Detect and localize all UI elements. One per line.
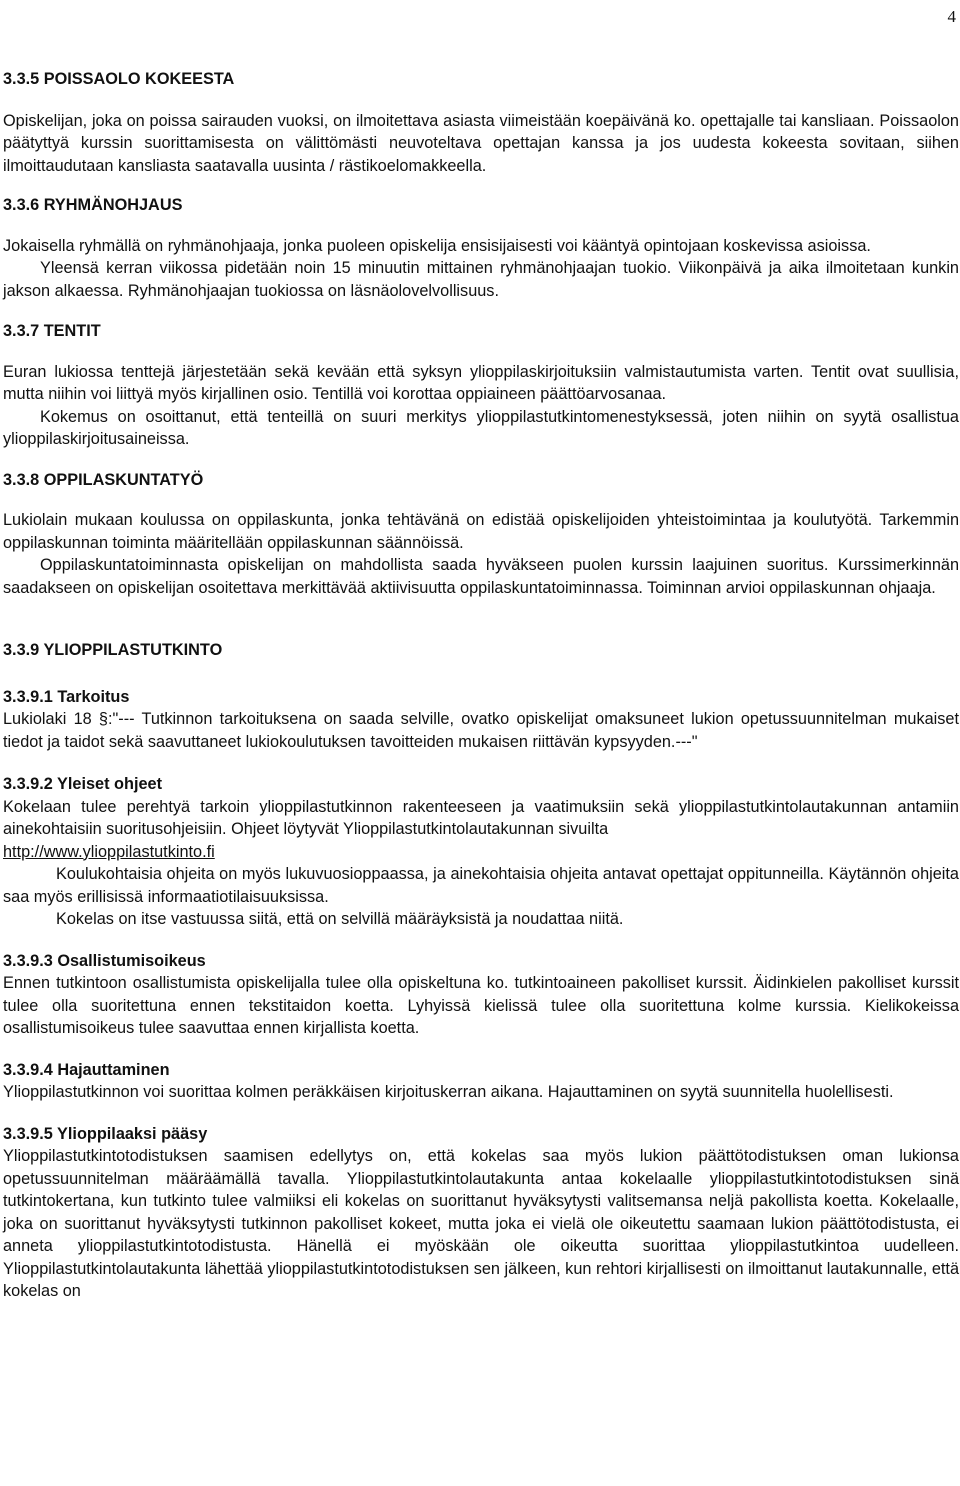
page-number: 4 — [947, 7, 956, 26]
paragraph-tentit-1: Euran lukiossa tenttejä järjestetään sekä kevään että syksyn ylioppilaskirjoituksiin valmistautumista varten. Tentit ovat suullisia, mutta niihin voi liittyä myös kirjallinen osio. Tentillä voi korottaa oppiaineen päättöarvosanaa. — [3, 362, 959, 403]
subheading-title: Hajauttaminen — [57, 1060, 170, 1079]
paragraph-yleiset-ohjeet-3: Kokelas on itse vastuussa siitä, että on selvillä määräyksistä ja noudattaa niitä. — [56, 910, 624, 928]
subheading-title: Tarkoitus — [57, 687, 130, 706]
paragraph-oppilaskunta-1: Lukiolain mukaan koulussa on oppilaskunta, jonka tehtävänä on edistää opiskelijoiden yhteistoimintaa ja koulutyötä. Tarkemmin oppilaskunnan toiminta määritellään oppilaskunnan säännöissä. — [3, 511, 959, 552]
subheading-ylioppilaaksi-paasy — [3, 1123, 959, 1146]
subheading-number: 3.3.9.3 — [3, 951, 53, 970]
subheading-title: Osallistumisoikeus — [57, 951, 206, 970]
heading-ylioppilastutkinto: 3.3.9 YLIOPPILASTUTKINTO — [3, 641, 223, 659]
paragraph-osallistumisoikeus: Ennen tutkintoon osallistumista opiskelijalla tulee olla opiskeltuna ko. tutkintoaineen pakolliset kurssit. Äidinkielen pakolliset kurssit tulee olla suoritettuna ennen tekstitaidon koetta. Lyhyissä kielissä tulee olla suoritettuna kolme kurssia. Kielikokeissa osallistumisoikeus tulee saavuttaa ennen kirjallista koetta. — [3, 974, 959, 1037]
paragraph-ryhmanohjaus-2: Yleensä kerran viikossa pidetään noin 15 minuutin mittainen ryhmänohjaajan tuokio. Viikonpäivä ja aika ilmoitetaan kunkin jakson alkaessa. Ryhmänohjaajan tuokiossa on läsnäolovelvollisuus. — [3, 259, 959, 300]
paragraph-ylioppilaaksi-paasy: Ylioppilastutkintotodistuksen saamisen edellytys on, että kokelas saa myös lukion päättötodistuksen oman lukionsa opetussuunnitelman määräämällä tavalla. Ylioppilastutkintolautakunta antaa kokelaalle ylioppilastutkintotodistuksen sinä tutkintokertana, kun tutkinto tulee valmiiksi eli kokelas on suorittanut hyväksytysti valitsemansa neljä pakollista koetta. Kokelaalle, joka on suorittanut hyväksytysti tutkinnon pakolliset kokeet, mutta joka ei vielä ole oikeutettu saamaan lukion päättötodistusta, ei anneta ylioppilastutkintotodistusta. Hänellä ei myöskään ole oikeutta suorittaa ylioppilastutkintoa uudelleen. Ylioppilastutkintolautakunta lähettää ylioppilastutkintotodistuksen sen jälkeen, kun rehtori kirjallisesti on ilmoittanut lautakunnalle, että kokelas on — [3, 1147, 959, 1300]
subheading-yleiset-ohjeet — [3, 773, 959, 796]
subheading-tarkoitus — [3, 686, 959, 709]
heading-poissaolo-kokeesta: 3.3.5 POISSAOLO KOKEESTA — [3, 70, 235, 88]
subheading-title: Ylioppilaaksi pääsy — [57, 1124, 208, 1143]
heading-tentit: 3.3.7 TENTIT — [3, 322, 101, 340]
paragraph-hajauttaminen: Ylioppilastutkinnon voi suorittaa kolmen peräkkäisen kirjoituskerran aikana. Hajauttaminen on syytä suunnitella huolellisesti. — [3, 1083, 894, 1101]
subheading-number: 3.3.9.2 — [3, 775, 53, 793]
ylioppilastutkinto-link[interactable]: http://www.ylioppilastutkinto.fi — [3, 842, 215, 861]
paragraph-oppilaskunta-2: Oppilaskuntatoiminnasta opiskelijan on mahdollista saada hyväkseen puolen kurssin laajuinen suoritus. Kurssimerkinnän saadakseen on opiskelijan osoitettava merkittävää aktiivisuutta oppilaskuntatoiminnassa. Toiminnan arvioi oppilaskunnan ohjaaja. — [3, 556, 959, 597]
paragraph-ryhmanohjaus-1: Jokaisella ryhmällä on ryhmänohjaaja, jonka puoleen opiskelija ensisijaisesti voi kääntyä opintojaan koskevissa asioissa. — [3, 236, 871, 255]
paragraph-yleiset-ohjeet-2: Koulukohtaisia ohjeita on myös lukuvuosioppaassa, ja ainekohtaisia ohjeita antavat opettajat oppitunneilla. Käytännön ohjeita saa myös erillisissä informaatiotilaisuuksissa. — [3, 865, 959, 906]
paragraph-poissaolo: Opiskelijan, joka on poissa sairauden vuoksi, on ilmoitettava asiasta viimeistään koepäivänä ko. opettajalle tai kansliaan. Poissaolon päätyttyä kurssin suorittamisesta on välittömästi neuvoteltava opettajan kanssa ja jos uudesta kokeesta sovitaan, siihen ilmoittaudutaan kansliasta saatavalla uusinta / rästikoelomakkeella. — [3, 111, 959, 175]
subheading-number: 3.3.9.1 — [3, 687, 53, 706]
heading-oppilaskuntatyo: 3.3.8 OPPILASKUNTATYÖ — [3, 470, 204, 489]
paragraph-yleiset-ohjeet-1: Kokelaan tulee perehtyä tarkoin ylioppilastutkinnon rakenteeseen ja vaatimuksiin sekä ylioppilastutkintolautakunnan antamiin ainekohtaisiin suoritusohjeisiin. Ohjeet löytyvät Ylioppilastutkintolautakunnan sivuilta — [3, 797, 959, 838]
subheading-number: 3.3.9.5 — [3, 1124, 53, 1143]
heading-ryhmanohjaus: 3.3.6 RYHMÄNOHJAUS — [3, 196, 183, 214]
subheading-title: Yleiset ohjeet — [57, 775, 162, 793]
subheading-hajauttaminen — [3, 1059, 959, 1082]
paragraph-tarkoitus: Lukiolaki 18 §:"--- Tutkinnon tarkoituksena on saada selville, ovatko opiskelijat omaksuneet lukion opetussuunnitelman mukaiset tiedot ja taidot sekä saavuttaneet lukiokoulutuksen tavoitteiden mukaisen riittävän kypsyyden.---" — [3, 710, 959, 751]
document-body — [3, 68, 959, 1303]
subheading-osallistumisoikeus — [3, 950, 959, 973]
paragraph-tentit-2: Kokemus on osoittanut, että tenteillä on suuri merkitys ylioppilastutkintomenestyksessä, joten niihin on syytä osallistua ylioppilaskirjoitusaineissa. — [3, 407, 959, 448]
subheading-number: 3.3.9.4 — [3, 1060, 53, 1079]
